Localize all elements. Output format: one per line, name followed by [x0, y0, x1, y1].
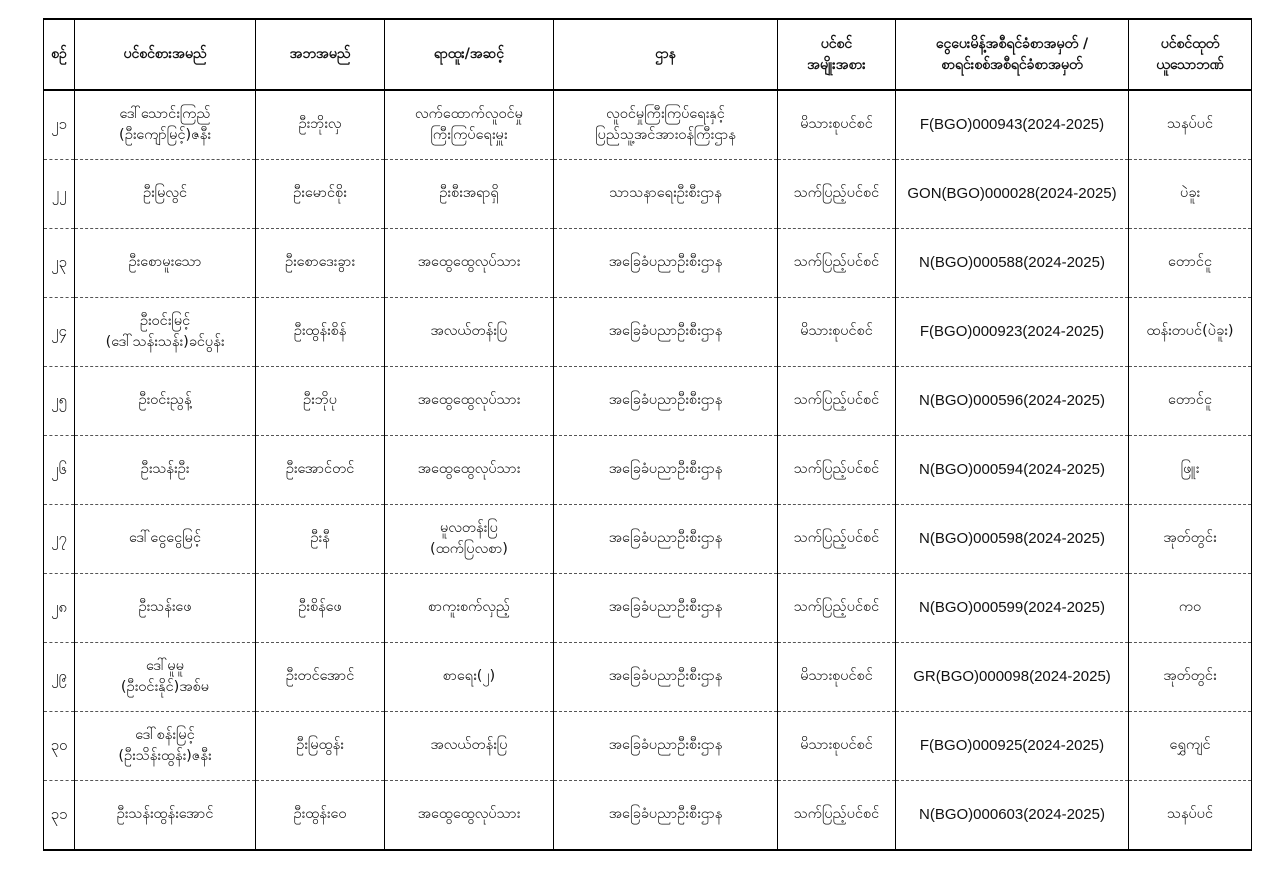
cell-rank-line: ကြီးကြပ်ရေးမှူး	[430, 127, 508, 143]
cell-licensee-line: (ဦးဝင်းနိုင်)အစ်မ	[120, 679, 210, 695]
cell-department	[554, 90, 778, 160]
cell-licensee-line: ဒေါ်ငွေငွေမြင့်	[128, 530, 201, 547]
cell-no: ၂၅	[44, 367, 75, 436]
cell-licensee-line: ဒေါ်စန်းမြင့်	[135, 726, 195, 743]
cell-rank-line: အထွေထွေလုပ်သား	[417, 461, 521, 478]
cell-no: ၂၉	[44, 643, 75, 712]
cell-township: အုတ်တွင်း	[1129, 505, 1252, 574]
header-pension-type-line2: အမျိုးအစား	[807, 56, 866, 73]
table-row	[44, 90, 1252, 160]
cell-department-line: သာသနာရေးဦးစီးဌာန	[609, 185, 722, 202]
cell-licensee	[75, 781, 256, 851]
cell-rank-line: အထွေထွေလုပ်သား	[417, 254, 521, 271]
cell-licensee-line: (ဦးကျော်မြင့်)ဇနီး	[119, 127, 211, 143]
cell-township: အုတ်တွင်း	[1129, 643, 1252, 712]
cell-order-no: F(BGO)000943(2024-2025)	[896, 90, 1129, 160]
table-row	[44, 574, 1252, 643]
cell-rank-line: လက်ထောက်လူဝင်မှု	[415, 105, 523, 122]
cell-pension-type: သက်ပြည့်ပင်စင်	[778, 505, 896, 574]
cell-pension-type: သက်ပြည့်ပင်စင်	[778, 781, 896, 851]
cell-rank	[385, 436, 554, 505]
cell-rank	[385, 781, 554, 851]
cell-township: ရွှေကျင်	[1129, 712, 1252, 781]
header-department: ဌာန	[554, 19, 778, 90]
cell-father: ဦးဘိုးလှ	[256, 90, 385, 160]
table-body	[44, 90, 1252, 850]
cell-pension-type: သက်ပြည့်ပင်စင်	[778, 436, 896, 505]
cell-department	[554, 712, 778, 781]
cell-pension-type: မိသားစုပင်စင်	[778, 90, 896, 160]
cell-no: ၂၈	[44, 574, 75, 643]
cell-licensee	[75, 367, 256, 436]
cell-licensee-line: ဦးဝင်းညွန့်	[138, 392, 192, 409]
cell-rank	[385, 298, 554, 367]
cell-rank	[385, 367, 554, 436]
cell-licensee-line: ဦးမြလွင်	[142, 185, 188, 202]
cell-rank	[385, 643, 554, 712]
cell-order-no: N(BGO)000599(2024-2025)	[896, 574, 1129, 643]
cell-department-line: အခြေခံပညာဦးစီးဌာန	[608, 254, 723, 271]
cell-pension-type: သက်ပြည့်ပင်စင်	[778, 574, 896, 643]
cell-father: ဦးတင်အောင်	[256, 643, 385, 712]
header-pay-order	[896, 19, 1129, 90]
cell-department	[554, 367, 778, 436]
cell-no: ၂၂	[44, 160, 75, 229]
cell-rank-line: ဦးစီးအရာရှိ	[439, 185, 499, 202]
cell-licensee	[75, 436, 256, 505]
cell-department-line: အခြေခံပညာဦးစီးဌာန	[608, 737, 723, 754]
cell-township: သနပ်ပင်	[1129, 90, 1252, 160]
cell-pension-type: သက်ပြည့်ပင်စင်	[778, 229, 896, 298]
table-row	[44, 298, 1252, 367]
cell-licensee-line: ဦးသန်းထွန်းအောင်	[116, 806, 214, 823]
cell-rank-line: စာရေး(၂)	[442, 668, 496, 685]
cell-pension-type: မိသားစုပင်စင်	[778, 643, 896, 712]
cell-licensee-line: ဦးစောမူးသော	[128, 254, 202, 271]
cell-rank	[385, 160, 554, 229]
cell-licensee	[75, 712, 256, 781]
cell-rank-line: (ထက်ပြလစာ)	[430, 541, 508, 557]
cell-department	[554, 781, 778, 851]
cell-department-line: လူဝင်မှုကြီးကြပ်ရေးနှင့်	[606, 105, 725, 122]
cell-licensee-line: (ဦးသိန်းထွန်း)ဇနီး	[118, 748, 212, 764]
cell-licensee	[75, 505, 256, 574]
header-licensee: ပင်စင်စားအမည်	[75, 19, 256, 90]
cell-father: ဦးမြထွန်း	[256, 712, 385, 781]
cell-father: ဦးနီ	[256, 505, 385, 574]
header-father: အဘအမည်	[256, 19, 385, 90]
cell-no: ၂၁	[44, 90, 75, 160]
cell-department-line: အခြေခံပညာဦးစီးဌာန	[608, 323, 723, 340]
cell-order-no: N(BGO)000596(2024-2025)	[896, 367, 1129, 436]
cell-pension-type: သက်ပြည့်ပင်စင်	[778, 367, 896, 436]
cell-no: ၃၀	[44, 712, 75, 781]
header-no: စဉ်	[44, 19, 75, 90]
cell-township: သနပ်ပင်	[1129, 781, 1252, 851]
cell-township: တောင်ငူ	[1129, 229, 1252, 298]
cell-order-no: F(BGO)000923(2024-2025)	[896, 298, 1129, 367]
cell-no: ၃၁	[44, 781, 75, 851]
header-rank: ရာထူး/အဆင့်	[385, 19, 554, 90]
cell-order-no: GON(BGO)000028(2024-2025)	[896, 160, 1129, 229]
cell-no: ၂၆	[44, 436, 75, 505]
cell-order-no: N(BGO)000588(2024-2025)	[896, 229, 1129, 298]
cell-department-line: အခြေခံပညာဦးစီးဌာန	[608, 461, 723, 478]
header-pay-order-line1: ငွေပေးမိန့်အစီရင်ခံစာအမှတ် /	[935, 36, 1089, 53]
cell-licensee-line: (ဒေါ်သန်းသန်း)ခင်ပွန်း	[105, 334, 225, 350]
cell-licensee-line: ဒေါ်သောင်းကြည်	[119, 105, 211, 122]
cell-no: ၂၇	[44, 505, 75, 574]
cell-rank	[385, 90, 554, 160]
cell-township: ထန်းတပင်(ပဲခူး)	[1129, 298, 1252, 367]
cell-department-line: အခြေခံပညာဦးစီးဌာန	[608, 599, 723, 616]
header-township-line1: ပင်စင်ထုတ်	[1160, 36, 1220, 53]
cell-licensee-line: ဦးသန်းဖေ	[138, 599, 192, 616]
table-row	[44, 712, 1252, 781]
header-pension-type	[778, 19, 896, 90]
cell-order-no: N(BGO)000594(2024-2025)	[896, 436, 1129, 505]
table-row	[44, 436, 1252, 505]
cell-licensee	[75, 574, 256, 643]
table-row	[44, 367, 1252, 436]
cell-department	[554, 298, 778, 367]
cell-department-line: အခြေခံပညာဦးစီးဌာန	[608, 806, 723, 823]
pension-table-sheet	[43, 18, 1251, 851]
cell-rank	[385, 505, 554, 574]
cell-department	[554, 643, 778, 712]
cell-rank-line: မူလတန်းပြ	[440, 519, 498, 536]
cell-department-line: ပြည်သူ့အင်အားဝန်ကြီးဌာန	[595, 127, 736, 143]
cell-licensee	[75, 298, 256, 367]
cell-township: တောင်ငူ	[1129, 367, 1252, 436]
cell-department-line: အခြေခံပညာဦးစီးဌာန	[608, 668, 723, 685]
cell-no: ၂၄	[44, 298, 75, 367]
cell-licensee-line: ဒေါ်မူမူ	[146, 657, 184, 674]
header-township-line2: ယူသောဘဏ်	[1156, 56, 1224, 73]
header-pension-type-line1: ပင်စင်	[820, 36, 853, 53]
cell-father: ဦးဘိုပု	[256, 367, 385, 436]
table-row	[44, 643, 1252, 712]
cell-licensee	[75, 160, 256, 229]
cell-township: ဖြူး	[1129, 436, 1252, 505]
cell-department-line: အခြေခံပညာဦးစီးဌာန	[608, 392, 723, 409]
cell-pension-type: မိသားစုပင်စင်	[778, 712, 896, 781]
pension-table	[43, 18, 1252, 851]
header-pay-order-line2: စာရင်းစစ်အစီရင်ခံစာအမှတ်	[941, 56, 1083, 73]
cell-department	[554, 505, 778, 574]
cell-father: ဦးထွန်းစိန်	[256, 298, 385, 367]
cell-rank-line: စာကူးစက်လှည့်	[428, 599, 510, 616]
cell-rank-line: အလယ်တန်းပြ	[430, 737, 508, 754]
cell-rank	[385, 712, 554, 781]
table-row	[44, 229, 1252, 298]
cell-father: ဦးစိန်ဖေ	[256, 574, 385, 643]
table-row	[44, 505, 1252, 574]
cell-rank-line: အထွေထွေလုပ်သား	[417, 392, 521, 409]
cell-department-line: အခြေခံပညာဦးစီးဌာန	[608, 530, 723, 547]
cell-rank-line: အထွေထွေလုပ်သား	[417, 806, 521, 823]
cell-pension-type: မိသားစုပင်စင်	[778, 298, 896, 367]
cell-licensee	[75, 229, 256, 298]
cell-department	[554, 574, 778, 643]
cell-no: ၂၃	[44, 229, 75, 298]
cell-order-no: N(BGO)000598(2024-2025)	[896, 505, 1129, 574]
cell-order-no: N(BGO)000603(2024-2025)	[896, 781, 1129, 851]
cell-department	[554, 229, 778, 298]
cell-father: ဦးအောင်တင်	[256, 436, 385, 505]
cell-licensee	[75, 643, 256, 712]
header-row	[44, 19, 1252, 90]
cell-licensee-line: ဦးသန်းဦး	[140, 461, 190, 478]
cell-department	[554, 160, 778, 229]
table-row	[44, 160, 1252, 229]
cell-township: ကဝ	[1129, 574, 1252, 643]
cell-rank	[385, 229, 554, 298]
cell-pension-type: သက်ပြည့်ပင်စင်	[778, 160, 896, 229]
cell-father: ဦးထွန်းဝေ	[256, 781, 385, 851]
cell-department	[554, 436, 778, 505]
cell-licensee	[75, 90, 256, 160]
cell-father: ဦးမောင်စိုး	[256, 160, 385, 229]
cell-rank-line: အလယ်တန်းပြ	[430, 323, 508, 340]
cell-township: ပဲခူး	[1129, 160, 1252, 229]
header-township	[1129, 19, 1252, 90]
cell-licensee-line: ဦးဝင်းမြင့်	[139, 312, 191, 329]
table-row	[44, 781, 1252, 851]
cell-order-no: F(BGO)000925(2024-2025)	[896, 712, 1129, 781]
cell-rank	[385, 574, 554, 643]
cell-order-no: GR(BGO)000098(2024-2025)	[896, 643, 1129, 712]
cell-father: ဦးစောဒေးခွား	[256, 229, 385, 298]
